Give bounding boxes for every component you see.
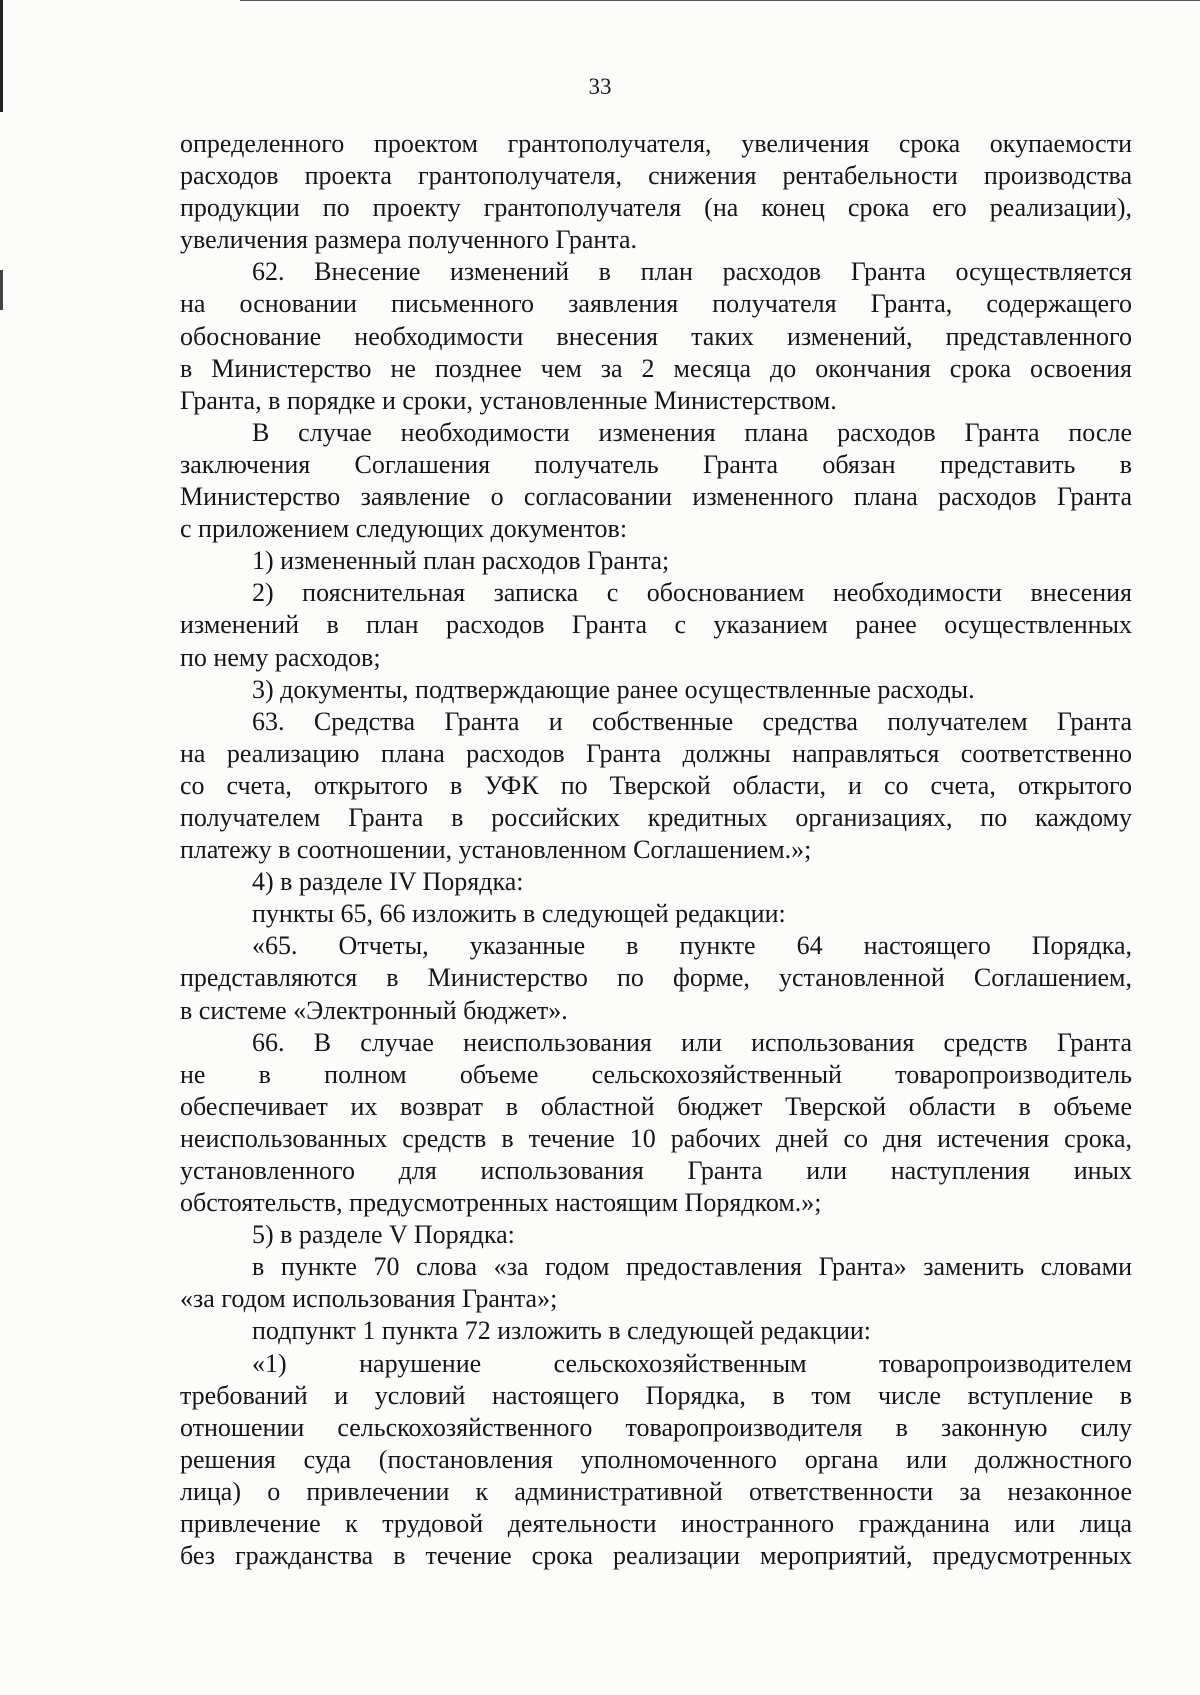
text-line: на реализацию плана расходов Гранта должны направляться соответственно	[180, 738, 1132, 768]
text-line: 66. В случае неиспользования или использования средств Гранта	[252, 1027, 1132, 1057]
text-line: привлечение к трудовой деятельности иностранного гражданина или лица	[180, 1509, 1132, 1539]
text-line: решения суда (постановления уполномоченного органа или должностного	[180, 1444, 1132, 1474]
text-line: «1) нарушение сельскохозяйственным товаропроизводителем	[252, 1348, 1132, 1378]
text-line: пункты 65, 66 изложить в следующей редакции:	[252, 899, 786, 929]
text-line: определенного проектом грантополучателя, увеличения срока окупаемости	[180, 129, 1132, 158]
text-line: в системе «Электронный бюджет».	[180, 995, 568, 1025]
text-line: «за годом использования Гранта»;	[180, 1284, 558, 1314]
text-line: обстоятельств, предусмотренных настоящим Порядком.»;	[180, 1188, 822, 1218]
text-line: в Министерство не позднее чем за 2 месяца до окончания срока освоения	[180, 353, 1132, 383]
text-line: обеспечивает их возврат в областной бюджет Тверской области в объеме	[180, 1091, 1132, 1121]
text-line: платежу в соотношении, установленном Соглашением.»;	[180, 835, 812, 865]
text-line: 3) документы, подтверждающие ранее осуществленные расходы.	[252, 674, 975, 704]
text-line: неиспользованных средств в течение 10 рабочих дней со дня истечения срока,	[180, 1123, 1132, 1153]
text-line: со счета, открытого в УФК по Тверской области, и со счета, открытого	[180, 770, 1132, 800]
text-line: Министерство заявление о согласовании измененного плана расходов Гранта	[180, 482, 1132, 512]
text-line: на основании письменного заявления получателя Гранта, содержащего	[180, 289, 1132, 319]
text-line: не в полном объеме сельскохозяйственный товаропроизводитель	[180, 1059, 1132, 1089]
text-line: заключения Соглашения получатель Гранта обязан представить в	[180, 449, 1132, 479]
text-line: 63. Средства Гранта и собственные средства получателем Гранта	[252, 706, 1132, 736]
text-line: представляются в Министерство по форме, установленной Соглашением,	[180, 963, 1132, 993]
text-line: изменений в план расходов Гранта с указанием ранее осуществленных	[180, 610, 1132, 640]
text-line: по нему расходов;	[180, 642, 381, 672]
text-line: продукции по проекту грантополучателя (на конец срока его реализации),	[180, 193, 1132, 223]
text-line: Гранта, в порядке и сроки, установленные Министерством.	[180, 385, 837, 415]
scan-edge-left-mark	[0, 270, 3, 310]
text-line: лица) о привлечении к административной ответственности за незаконное	[180, 1476, 1132, 1506]
text-line: подпункт 1 пункта 72 изложить в следующей редакции:	[252, 1316, 871, 1346]
text-line: требований и условий настоящего Порядка, в том числе вступление в	[180, 1380, 1132, 1410]
text-line: отношении сельскохозяйственного товаропроизводителя в законную силу	[180, 1412, 1132, 1442]
text-line: 2) пояснительная записка с обоснованием необходимости внесения	[252, 578, 1132, 608]
text-line: 1) измененный план расходов Гранта;	[252, 546, 670, 576]
page-number: 33	[588, 74, 612, 99]
text-line: обоснование необходимости внесения таких изменений, представленного	[180, 321, 1132, 351]
text-line: получателем Гранта в российских кредитных организациях, по каждому	[180, 802, 1132, 832]
text-line: 4) в разделе IV Порядка:	[252, 867, 524, 897]
text-line: расходов проекта грантополучателя, снижения рентабельности производства	[180, 161, 1132, 191]
text-line: В случае необходимости изменения плана расходов Гранта после	[252, 417, 1132, 447]
text-line: с приложением следующих документов:	[180, 514, 628, 544]
text-line: без гражданства в течение срока реализации мероприятий, предусмотренных	[180, 1541, 1132, 1571]
body-text	[180, 128, 1132, 1572]
text-line: «65. Отчеты, указанные в пункте 64 настоящего Порядка,	[252, 931, 1132, 961]
text-line: 62. Внесение изменений в план расходов Гранта осуществляется	[252, 257, 1132, 287]
text-line: 5) в разделе V Порядка:	[252, 1220, 515, 1250]
text-line: увеличения размера полученного Гранта.	[180, 225, 638, 255]
text-line: установленного для использования Гранта или наступления иных	[180, 1156, 1132, 1185]
text-line: в пункте 70 слова «за годом предоставления Гранта» заменить словами	[252, 1252, 1132, 1282]
scan-edge-top	[240, 0, 1200, 1]
